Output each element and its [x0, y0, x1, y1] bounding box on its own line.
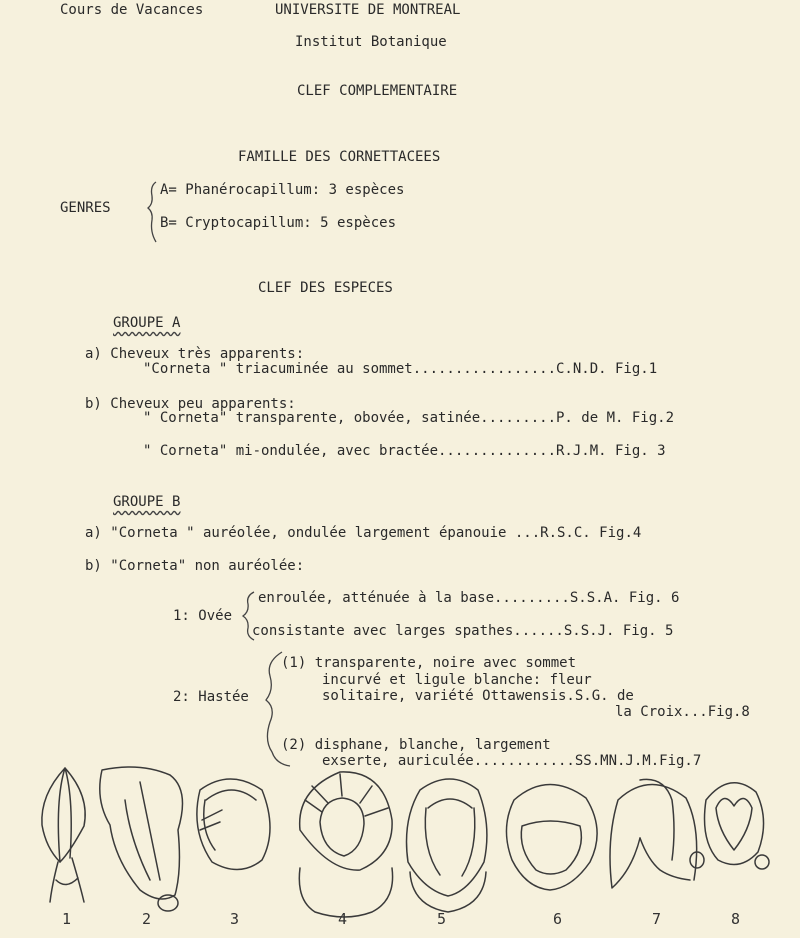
- figure-number-1: 1: [62, 910, 72, 928]
- species-key-title: CLEF DES ESPECES: [258, 280, 393, 296]
- hastee-2-line-1: (2) disphane, blanche, largement: [281, 737, 551, 753]
- figure-8-drawing: [690, 783, 769, 869]
- genre-b: B= Cryptocapillum: 5 espèces: [160, 215, 397, 231]
- figure-6-drawing: [506, 784, 597, 890]
- genres-brace: [148, 182, 156, 242]
- ovee-brace: [243, 592, 254, 640]
- figure-4-drawing: [299, 772, 392, 917]
- family-title: FAMILLE DES CORNETTACEES: [238, 149, 441, 165]
- group-a-a-item: "Corneta " triacuminée au sommet.................C.N.D. Fig.1: [143, 361, 658, 377]
- hastee-1-line-1: (1) transparente, noire avec sommet: [281, 655, 577, 671]
- hastee-1-line-4: la Croix...Fig.8: [615, 704, 750, 720]
- figure-1-drawing: [42, 768, 85, 902]
- group-a-a-heading: a) Cheveux très apparents:: [85, 346, 305, 362]
- group-a-b-heading: b) Cheveux peu apparents:: [85, 396, 296, 412]
- hastee-1-line-3: solitaire, variété Ottawensis.S.G. de: [322, 688, 634, 704]
- figure-3-drawing: [197, 779, 270, 870]
- genres-label: GENRES: [60, 200, 111, 216]
- hastee-2-line-2: exserte, auriculée............SS.MN.J.M.Fig.7: [322, 753, 702, 769]
- figure-number-8: 8: [731, 910, 741, 928]
- university-title: UNIVERSITE DE MONTREAL: [275, 2, 461, 18]
- hastee-label: 2: Hastée: [173, 689, 249, 705]
- group-a-title: GROUPE A: [113, 315, 181, 331]
- group-b-a-item: a) "Corneta " auréolée, ondulée largement épanouie ...R.S.C. Fig.4: [85, 525, 642, 541]
- figure-number-5: 5: [437, 910, 447, 928]
- ovee-item-1: enroulée, atténuée à la base.........S.S.A. Fig. 6: [258, 590, 680, 606]
- figure-number-3: 3: [230, 910, 240, 928]
- document-title: CLEF COMPLEMENTAIRE: [297, 83, 458, 99]
- hastee-1-line-2: incurvé et ligule blanche: fleur: [322, 672, 592, 688]
- figure-2-drawing: [100, 767, 183, 911]
- course-label: Cours de Vacances: [60, 2, 204, 18]
- group-b-title: GROUPE B: [113, 494, 181, 510]
- figure-7-drawing: [610, 779, 697, 888]
- genre-a: A= Phanérocapillum: 3 espèces: [160, 182, 405, 198]
- group-a-b-item-1: " Corneta" transparente, obovée, satinée.........P. de M. Fig.2: [143, 410, 675, 426]
- figure-number-4: 4: [338, 910, 348, 928]
- ovee-item-2: consistante avec larges spathes......S.S.J. Fig. 5: [252, 623, 674, 639]
- institute-title: Institut Botanique: [295, 34, 447, 50]
- figure-number-7: 7: [652, 910, 662, 928]
- figure-number-6: 6: [553, 910, 563, 928]
- hastee-brace: [266, 652, 290, 766]
- figure-5-drawing: [407, 779, 487, 912]
- group-b-b-heading: b) "Corneta" non auréolée:: [85, 558, 305, 574]
- group-a-b-item-2: " Corneta" mi-ondulée, avec bractée..............R.J.M. Fig. 3: [143, 443, 666, 459]
- figure-number-2: 2: [142, 910, 152, 928]
- ovee-label: 1: Ovée: [173, 608, 233, 624]
